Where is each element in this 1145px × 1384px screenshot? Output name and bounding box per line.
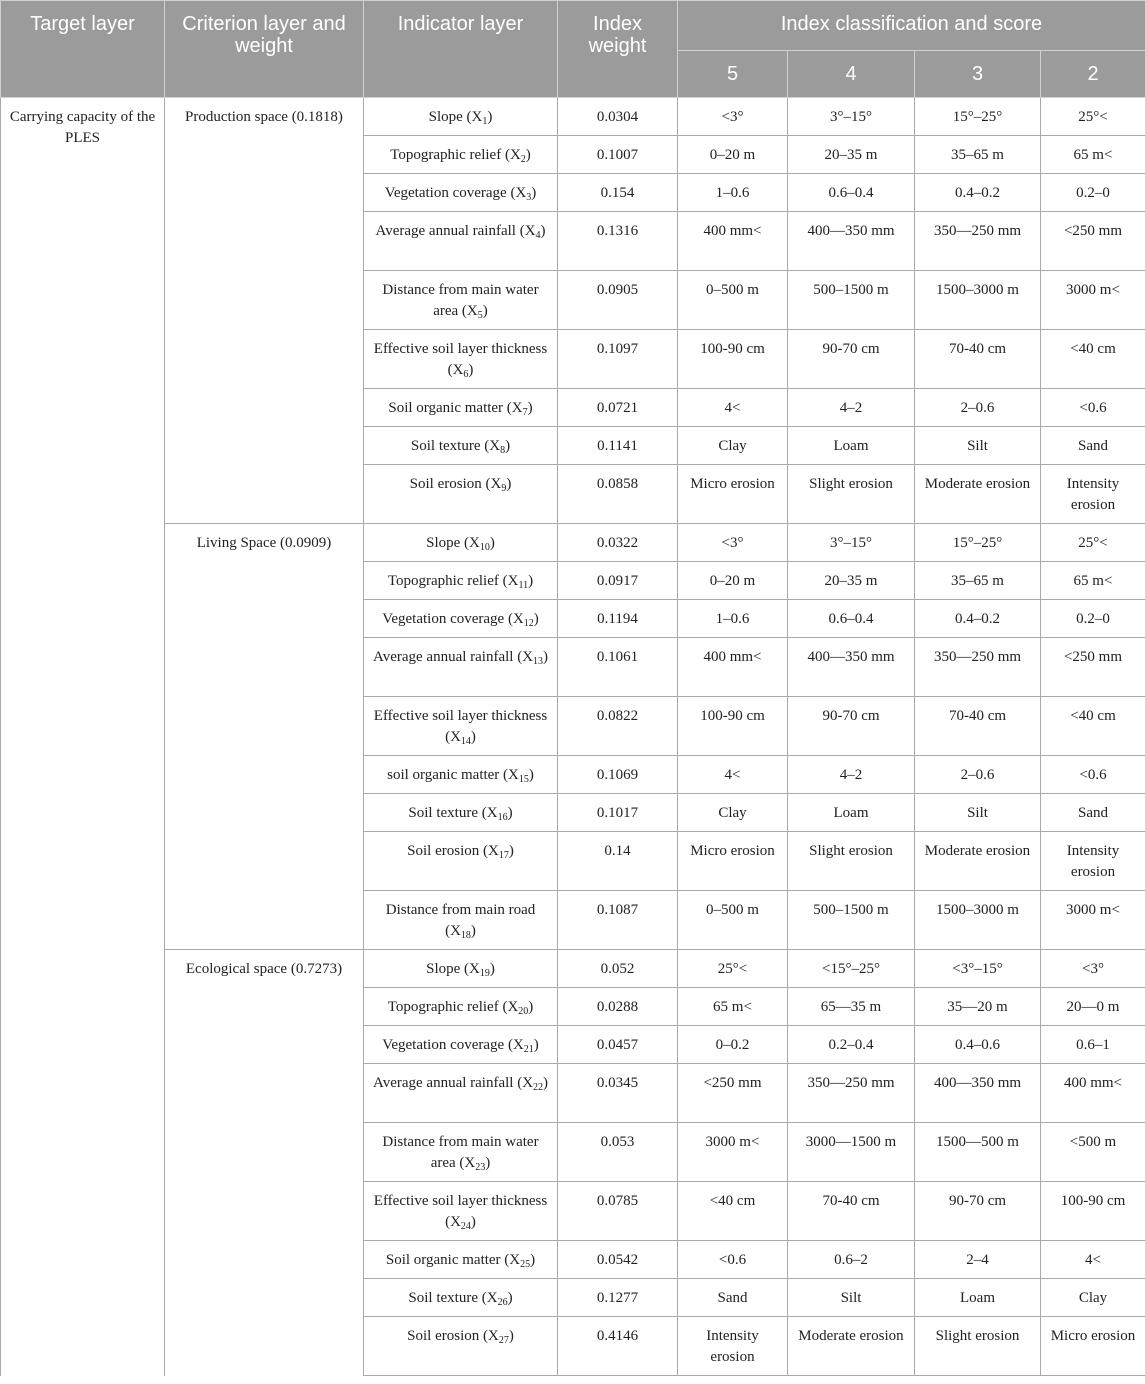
indicator-cell [364,465,558,524]
indicator-cell [364,427,558,465]
indicator-subscript: 13 [533,656,544,667]
indicator-cell [364,1317,558,1376]
indicator-name: Soil texture (X [410,438,501,454]
score-4-cell: Slight erosion [788,465,915,524]
indicator-subscript: 5 [477,310,483,321]
score-2-cell: <40 cm [1041,330,1145,389]
indicator-name: Average annual rainfall (X [372,1075,534,1091]
score-5-cell: Micro erosion [678,465,788,524]
score-5-cell: Clay [678,427,788,465]
indicator-cell [364,697,558,756]
score-5-cell: 100-90 cm [678,697,788,756]
score-5-cell: <40 cm [678,1182,788,1241]
index-weight-cell: 0.0345 [558,1064,678,1123]
score-2-cell: 3000 m< [1041,891,1145,950]
table-header [1,1,1145,98]
indicator-subscript: 9 [501,483,507,494]
indicator-name: Effective soil layer thickness (X [373,708,548,745]
score-3-cell: 70-40 cm [915,330,1041,389]
index-weight-cell: 0.0288 [558,988,678,1026]
indicator-subscript: 10 [479,542,490,553]
indicator-cell [364,600,558,638]
index-weight-cell: 0.0457 [558,1026,678,1064]
score-4-cell: 500–1500 m [788,271,915,330]
indicator-subscript: 11 [518,580,529,591]
indicator-cell [364,988,558,1026]
header-indicator-layer: Indicator layer [364,1,558,98]
score-5-cell: 400 mm< [678,638,788,697]
indicator-cell [364,389,558,427]
score-3-cell: Loam [915,1279,1041,1317]
score-3-cell: 1500–3000 m [915,271,1041,330]
indicator-close-paren: ) [505,438,511,454]
score-2-cell: <500 m [1041,1123,1145,1182]
indicator-close-paren: ) [507,805,513,821]
indicator-name: Soil organic matter (X [388,400,523,416]
indicator-name: Distance from main water area (X [382,1134,539,1171]
indicator-subscript: 26 [497,1297,508,1308]
score-5-cell: Micro erosion [678,832,788,891]
indicator-subscript: 25 [520,1259,531,1270]
indicator-cell [364,794,558,832]
indicator-close-paren: ) [482,303,488,319]
index-weight-cell: 0.0304 [558,98,678,136]
indicator-close-paren: ) [508,843,514,859]
indicator-cell [364,1182,558,1241]
header-criterion-layer: Criterion layer and weight [165,1,364,98]
score-4-cell: 65—35 m [788,988,915,1026]
indicator-name: Effective soil layer thickness (X [373,1193,548,1230]
score-2-cell: <40 cm [1041,697,1145,756]
target-layer-cell: Carrying capacity of the PLES [1,98,165,1376]
score-4-cell: 400—350 mm [788,638,915,697]
score-4-cell: Loam [788,427,915,465]
score-5-cell: 0–20 m [678,136,788,174]
indicator-cell [364,212,558,271]
score-5-cell: 0–500 m [678,271,788,330]
score-2-cell: 25°< [1041,98,1145,136]
score-5-cell: 1–0.6 [678,174,788,212]
score-2-cell: 20—0 m [1041,988,1145,1026]
indicator-name: Soil texture (X [408,805,498,821]
indicator-subscript: 2 [520,154,526,165]
index-weight-cell: 0.1277 [558,1279,678,1317]
score-4-cell: 350—250 mm [788,1064,915,1123]
indicator-subscript: 19 [479,968,490,979]
score-3-cell: 35—20 m [915,988,1041,1026]
indicator-close-paren: ) [487,109,493,125]
score-3-cell: 0.4–0.2 [915,600,1041,638]
indicator-close-paren: ) [468,362,474,378]
score-4-cell: 0.6–0.4 [788,174,915,212]
indicator-cell [364,1026,558,1064]
indicator-close-paren: ) [470,1214,476,1230]
index-weight-cell: 0.14 [558,832,678,891]
indicator-name: Average annual rainfall (X [375,223,536,239]
indicator-close-paren: ) [533,611,539,627]
indicator-cell [364,98,558,136]
indicator-cell [364,330,558,389]
index-weight-cell: 0.053 [558,1123,678,1182]
score-4-cell: 500–1500 m [788,891,915,950]
indicator-name: Topographic relief (X [387,573,519,589]
score-5-cell: <3° [678,98,788,136]
indicator-subscript: 17 [498,850,509,861]
score-5-cell: 4< [678,389,788,427]
index-weight-cell: 0.0785 [558,1182,678,1241]
score-4-cell: 4–2 [788,389,915,427]
index-weight-cell: 0.1194 [558,600,678,638]
score-5-cell: 4< [678,756,788,794]
indicator-name: Soil erosion (X [407,1328,499,1344]
score-4-cell: 90-70 cm [788,330,915,389]
index-weight-cell: 0.1061 [558,638,678,697]
indicator-name: Distance from main water area (X [382,282,539,319]
indicator-cell [364,1241,558,1279]
index-weight-cell: 0.154 [558,174,678,212]
indicator-close-paren: ) [543,649,549,665]
indicator-cell [364,1064,558,1123]
score-2-cell: <3° [1041,950,1145,988]
score-5-cell: 0–0.2 [678,1026,788,1064]
indicator-name: Soil texture (X [408,1290,498,1306]
score-4-cell: 20–35 m [788,136,915,174]
indicator-close-paren: ) [528,573,534,589]
criterion-cell: Ecological space (0.7273) [165,950,364,1376]
score-5-cell: 400 mm< [678,212,788,271]
score-5-cell: 100-90 cm [678,330,788,389]
index-weight-cell: 0.1017 [558,794,678,832]
score-5-cell: Intensity erosion [678,1317,788,1376]
criterion-cell: Living Space (0.0909) [165,524,364,950]
score-2-cell: <250 mm [1041,638,1145,697]
indicator-close-paren: ) [540,223,546,239]
score-3-cell: 2–0.6 [915,756,1041,794]
indicator-close-paren: ) [527,400,533,416]
score-2-cell: Intensity erosion [1041,465,1145,524]
score-5-cell: Sand [678,1279,788,1317]
indicator-name: Vegetation coverage (X [382,611,524,627]
score-3-cell: 15°–25° [915,98,1041,136]
indicator-subscript: 15 [518,774,529,785]
indicator-close-paren: ) [530,1252,536,1268]
score-3-cell: Moderate erosion [915,832,1041,891]
indicator-cell [364,136,558,174]
score-2-cell: 0.6–1 [1041,1026,1145,1064]
index-weight-cell: 0.1007 [558,136,678,174]
indicator-subscript: 4 [535,230,541,241]
index-weight-cell: 0.0905 [558,271,678,330]
indicator-subscript: 22 [533,1082,544,1093]
score-2-cell: 4< [1041,1241,1145,1279]
index-weight-cell: 0.1097 [558,330,678,389]
indicator-close-paren: ) [528,767,534,783]
score-4-cell: 3000—1500 m [788,1123,915,1182]
score-5-cell: 65 m< [678,988,788,1026]
indicator-subscript: 20 [518,1006,529,1017]
indicator-subscript: 8 [500,445,506,456]
indicator-cell [364,756,558,794]
indicator-subscript: 12 [523,618,534,629]
score-3-cell: 35–65 m [915,562,1041,600]
score-4-cell: 70-40 cm [788,1182,915,1241]
indicator-close-paren: ) [543,1075,549,1091]
indicator-close-paren: ) [489,961,495,977]
header-index-weight: Index weight [558,1,678,98]
indicator-close-paren: ) [489,535,495,551]
score-3-cell: 0.4–0.6 [915,1026,1041,1064]
score-4-cell: 0.6–0.4 [788,600,915,638]
indicator-close-paren: ) [507,1290,513,1306]
score-4-cell: 400—350 mm [788,212,915,271]
score-5-cell: <0.6 [678,1241,788,1279]
indicator-close-paren: ) [506,476,512,492]
score-4-cell: Moderate erosion [788,1317,915,1376]
score-2-cell: 25°< [1041,524,1145,562]
index-weight-cell: 0.0542 [558,1241,678,1279]
indicator-cell [364,950,558,988]
score-4-cell: 4–2 [788,756,915,794]
score-5-cell: 25°< [678,950,788,988]
indicator-close-paren: ) [531,185,537,201]
indicator-subscript: 3 [526,192,532,203]
indicator-name: Topographic relief (X [387,999,519,1015]
score-2-cell: 100-90 cm [1041,1182,1145,1241]
score-4-cell: 0.2–0.4 [788,1026,915,1064]
score-3-cell: 400—350 mm [915,1064,1041,1123]
index-weight-cell: 0.1316 [558,212,678,271]
indicator-name: Slope (X [426,961,480,977]
score-3-cell: 35–65 m [915,136,1041,174]
indicator-cell [364,271,558,330]
score-2-cell: 0.2–0 [1041,174,1145,212]
score-2-cell: <0.6 [1041,756,1145,794]
indicator-close-paren: ) [508,1328,514,1344]
indicator-name: Soil organic matter (X [385,1252,521,1268]
score-4-cell: 20–35 m [788,562,915,600]
indicator-name: soil organic matter (X [387,767,519,783]
score-2-cell: 65 m< [1041,562,1145,600]
score-5-cell: <3° [678,524,788,562]
score-4-cell: Slight erosion [788,832,915,891]
criterion-cell: Production space (0.1818) [165,98,364,524]
score-3-cell: 1500–3000 m [915,891,1041,950]
score-5-cell: 1–0.6 [678,600,788,638]
indicator-name: Effective soil layer thickness (X [373,341,548,378]
index-weight-cell: 0.4146 [558,1317,678,1376]
indicator-name: Soil erosion (X [409,476,502,492]
score-3-cell: 90-70 cm [915,1182,1041,1241]
table-row [1,950,1145,988]
indicator-subscript: 14 [460,736,471,747]
score-5-cell: 3000 m< [678,1123,788,1182]
index-weight-cell: 0.1141 [558,427,678,465]
indicator-name: Topographic relief (X [390,147,521,163]
index-weight-cell: 0.1069 [558,756,678,794]
indicator-name: Distance from main road (X [385,902,536,939]
indicator-subscript: 1 [482,116,488,127]
score-5-cell: 0–20 m [678,562,788,600]
score-3-cell: 2–4 [915,1241,1041,1279]
index-weight-cell: 0.0322 [558,524,678,562]
indicator-subscript: 6 [463,369,469,380]
header-score-5: 5 [678,51,788,98]
index-weight-cell: 0.0822 [558,697,678,756]
score-3-cell: 0.4–0.2 [915,174,1041,212]
table-body [1,98,1145,1376]
score-2-cell: Sand [1041,427,1145,465]
score-3-cell: 15°–25° [915,524,1041,562]
score-3-cell: Silt [915,427,1041,465]
indicator-name: Slope (X [428,109,483,125]
indicator-close-paren: ) [485,1155,491,1171]
indicator-cell [364,524,558,562]
table-row [1,98,1145,136]
indicator-close-paren: ) [525,147,531,163]
header-score-3: 3 [915,51,1041,98]
indicator-name: Vegetation coverage (X [384,185,527,201]
indicator-subscript: 24 [460,1221,471,1232]
indicator-name: Soil erosion (X [407,843,499,859]
indicator-subscript: 27 [498,1335,509,1346]
indicator-name: Average annual rainfall (X [372,649,534,665]
score-2-cell: Intensity erosion [1041,832,1145,891]
index-weight-cell: 0.0917 [558,562,678,600]
score-3-cell: 1500—500 m [915,1123,1041,1182]
score-2-cell: <250 mm [1041,212,1145,271]
score-3-cell: <3°–15° [915,950,1041,988]
indicator-cell [364,891,558,950]
indicator-subscript: 16 [497,812,508,823]
header-score-2: 2 [1041,51,1145,98]
score-2-cell: Clay [1041,1279,1145,1317]
indicator-close-paren: ) [528,999,534,1015]
indicator-cell [364,562,558,600]
score-4-cell: 0.6–2 [788,1241,915,1279]
header-score-4: 4 [788,51,915,98]
score-5-cell: <250 mm [678,1064,788,1123]
header-classification: Index classification and score [678,1,1145,51]
score-2-cell: 400 mm< [1041,1064,1145,1123]
score-4-cell: 3°–15° [788,524,915,562]
header-target-layer: Target layer [1,1,165,98]
indicator-close-paren: ) [470,729,476,745]
score-3-cell: Silt [915,794,1041,832]
score-3-cell: Moderate erosion [915,465,1041,524]
score-4-cell: <15°–25° [788,950,915,988]
indicator-name: Slope (X [426,535,480,551]
indicator-subscript: 21 [523,1044,534,1055]
indicator-close-paren: ) [470,923,476,939]
score-2-cell: 0.2–0 [1041,600,1145,638]
indicator-subscript: 7 [522,407,528,418]
indicator-cell [364,638,558,697]
score-3-cell: 70-40 cm [915,697,1041,756]
indicator-subscript: 23 [475,1162,486,1173]
score-3-cell: 350—250 mm [915,638,1041,697]
score-2-cell: Sand [1041,794,1145,832]
score-4-cell: Silt [788,1279,915,1317]
score-2-cell: Micro erosion [1041,1317,1145,1376]
indicator-cell [364,1123,558,1182]
score-3-cell: 350—250 mm [915,212,1041,271]
index-weight-cell: 0.0858 [558,465,678,524]
indicator-subscript: 18 [460,930,471,941]
score-2-cell: 65 m< [1041,136,1145,174]
indicator-cell [364,1279,558,1317]
index-weight-cell: 0.0721 [558,389,678,427]
score-5-cell: Clay [678,794,788,832]
score-5-cell: 0–500 m [678,891,788,950]
score-4-cell: Loam [788,794,915,832]
indicator-cell [364,174,558,212]
index-weight-cell: 0.052 [558,950,678,988]
score-2-cell: <0.6 [1041,389,1145,427]
indicator-close-paren: ) [533,1037,539,1053]
score-3-cell: 2–0.6 [915,389,1041,427]
score-4-cell: 90-70 cm [788,697,915,756]
score-2-cell: 3000 m< [1041,271,1145,330]
indicator-cell [364,832,558,891]
indicator-name: Vegetation coverage (X [382,1037,524,1053]
table-row [1,524,1145,562]
index-weight-cell: 0.1087 [558,891,678,950]
score-3-cell: Slight erosion [915,1317,1041,1376]
score-4-cell: 3°–15° [788,98,915,136]
